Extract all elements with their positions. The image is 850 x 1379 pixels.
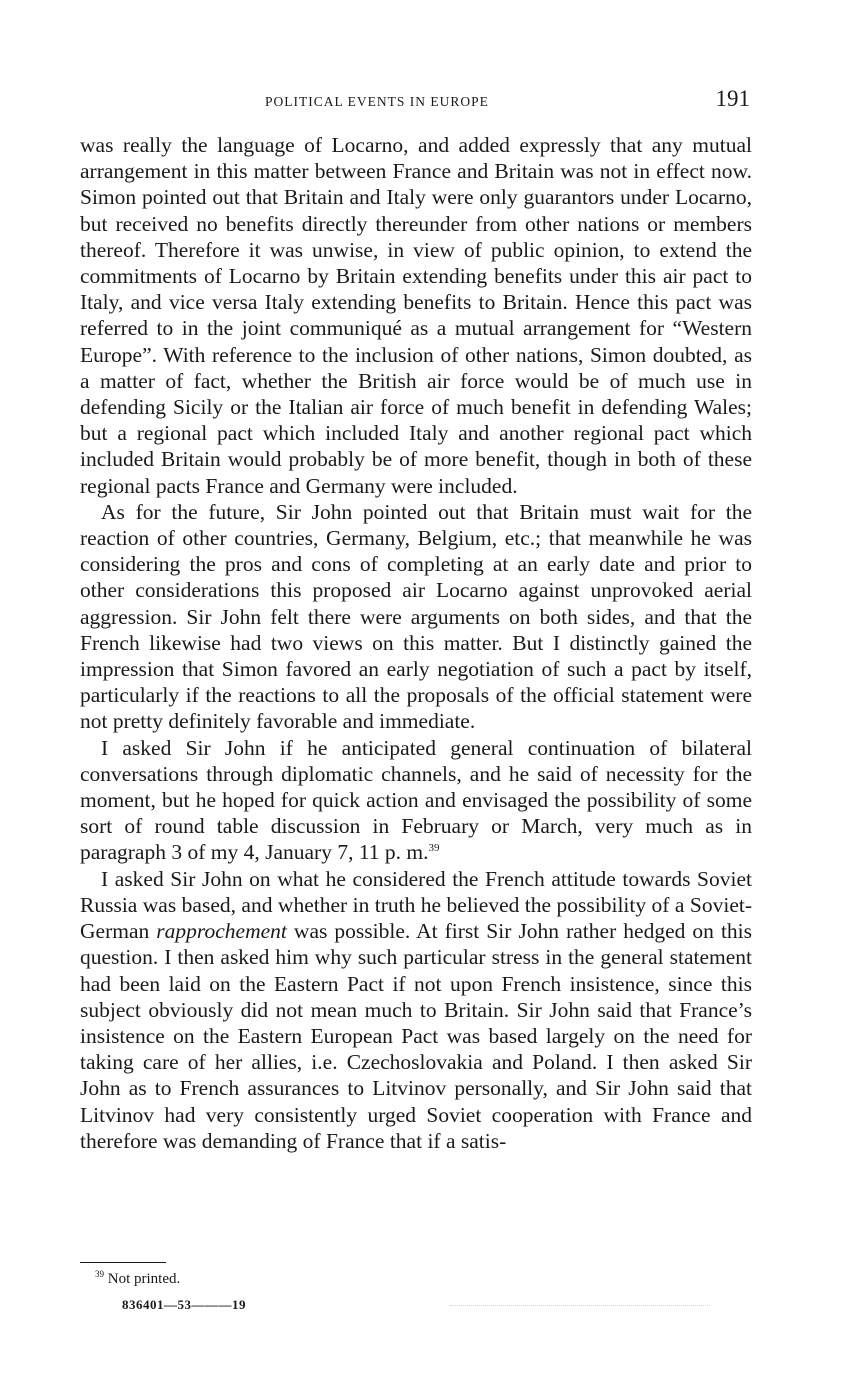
italic-term: rapprochement: [156, 919, 287, 944]
paragraph-text: I asked Sir John on what he considered the French attitude towards Soviet Russia was based, and whether in truth he believed the possibility of a Soviet-German: [80, 866, 752, 944]
paragraph-3: [80, 735, 752, 866]
body-text: [80, 132, 752, 1154]
running-head: POLITICAL EVENTS IN EUROPE: [265, 94, 489, 109]
scan-specks: [450, 1305, 710, 1310]
footnote: [95, 1271, 180, 1288]
footnote-text: Not printed.: [107, 1271, 181, 1287]
paragraph-2: [80, 499, 752, 735]
paragraph-text: As for the future, Sir John pointed out that Britain must wait for the reaction of other countries, Germany, Belgium, etc.; that meanwhile he was considering the pros and cons of completing at an early date and prior to other considerations this proposed air Locarno against unprovoked aerial aggression. Sir John felt there were arguments on both sides, and that the French likewise had two views on this matter. But I distinctly gained the impression that Simon favored an early negotiation of such a pact by itself, particularly if the reactions to all the proposals of the official statement were not pretty definitely favorable and immediate.: [80, 499, 752, 734]
paragraph-text: I asked Sir John if he anticipated general continuation of bilateral conversations through diplomatic channels, and he said of necessity for the moment, but he hoped for quick action and envisaged the possibility of some sort of round table discussion in February or March, very much as in paragraph 3 of my 4, January 7, 11 p. m.: [80, 735, 752, 865]
footnote-number: 39: [95, 1269, 104, 1279]
print-code: 836401—53———19: [122, 1297, 246, 1312]
page-number: 191: [715, 86, 750, 111]
paragraph-4: [80, 866, 752, 1154]
page-header: [80, 88, 752, 118]
footnote-divider: [80, 1262, 166, 1263]
footnote-reference: 39: [428, 842, 440, 855]
paragraph-text: was possible. At first Sir John rather hedged on this question. I then asked him why such particular stress in the general statement had been laid on the Eastern Pact if not upon French insistence, since this subject obviously did not mean much to Britain. Sir John said that France’s insistence on the Eastern European Pact was based largely on the need for taking care of her allies, i.e. Czechoslovakia and Poland. I then asked Sir John as to French assurances to Litvinov personally, and Sir John said that Litvinov had very consistently urged Soviet cooperation with France and therefore was demanding of France that if a satis-: [80, 919, 753, 1153]
paragraph-text: was really the language of Locarno, and added expressly that any mutual arrangement in this matter between France and Britain was not in effect now. Simon pointed out that Britain and Italy were only guarantors under Locarno, but received no benefits directly thereunder from other nations or members thereof. Therefore it was unwise, in view of public opinion, to extend the commitments of Locarno by Britain extending benefits under this air pact to Italy, and vice versa Italy extending benefits to Britain. Hence this pact was referred to in the joint communiqué as a mutual arrangement for “Western Europe”. With reference to the inclusion of other nations, Simon doubted, as a matter of fact, whether the British air force would be of much use in defending Sicily or the Italian air force of much benefit in defending Wales; but a regional pact which included Italy and another regional pact which included Britain would probably be of more benefit, though in both of these regional pacts France and Germany were included.: [80, 133, 752, 498]
paragraph-1: [80, 132, 752, 499]
